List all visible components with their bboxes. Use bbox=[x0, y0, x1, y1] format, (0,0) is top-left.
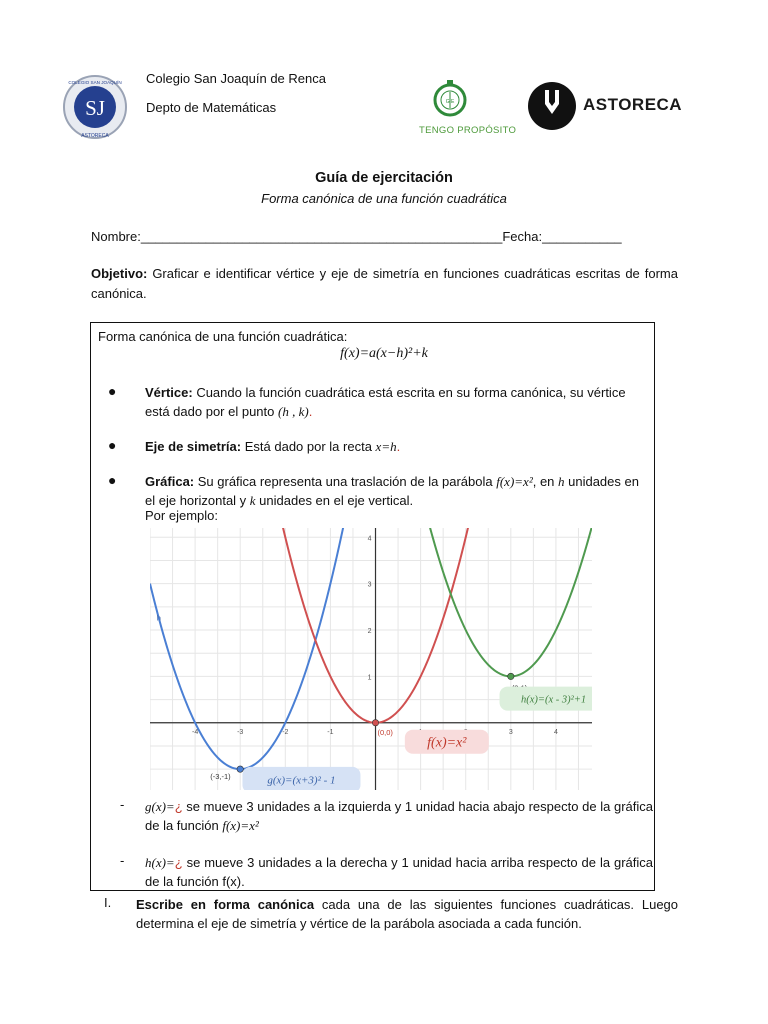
vertex-label: Vértice: bbox=[145, 385, 193, 400]
formula-label-g: g(x)=(x+3)² - 1 bbox=[267, 774, 336, 787]
school-seal-logo bbox=[62, 72, 128, 142]
y-tick-label: 2 bbox=[367, 628, 372, 636]
vertex-point-h bbox=[508, 673, 514, 679]
example-label: Por ejemplo: bbox=[145, 508, 218, 523]
vertex-end: . bbox=[308, 404, 313, 419]
formula-label-f: f(x)=x² bbox=[427, 735, 467, 751]
x-tick-label: -1 bbox=[327, 728, 334, 736]
astoreca-logo bbox=[528, 82, 576, 130]
bullet-dot: ● bbox=[108, 383, 117, 399]
page-title: Guía de ejercitación bbox=[315, 170, 453, 186]
seal-ring-bottom: ASTORECA bbox=[81, 133, 109, 139]
axis-label: Eje de simetría bbox=[145, 439, 237, 454]
exercise-instruction bbox=[136, 895, 678, 933]
x-tick-label: 4 bbox=[553, 728, 558, 736]
seal-initials: SJ bbox=[85, 96, 105, 120]
tengo-logo-letters: G E bbox=[445, 99, 455, 105]
exercise-label: Escribe en forma canónica bbox=[136, 897, 315, 912]
h-description bbox=[145, 853, 653, 891]
parabola-graph bbox=[150, 528, 592, 790]
y-tick-label: 3 bbox=[367, 581, 372, 589]
graph-label: Gráfica: bbox=[145, 474, 195, 489]
objective-paragraph bbox=[91, 264, 678, 304]
x-tick-label: -2 bbox=[282, 728, 289, 736]
objective-label: Objetivo: bbox=[91, 266, 148, 281]
axis-math: x=h bbox=[375, 439, 397, 454]
g-math: g(x)= bbox=[145, 799, 175, 814]
x-tick-label: -4 bbox=[191, 728, 199, 736]
g-math-2: f(x)=x² bbox=[222, 818, 259, 833]
g-description bbox=[145, 797, 653, 835]
exercise-number: I. bbox=[104, 895, 112, 910]
vertex-math: (h , k) bbox=[278, 404, 309, 419]
parabola-h bbox=[150, 528, 592, 676]
g-text: se mueve 3 unidades a la izquierda y 1 unidad hacia abajo respecto de la gráfica de la función bbox=[145, 799, 653, 833]
graph-text-1: Su gráfica representa una traslación de la parábola bbox=[194, 474, 497, 489]
x-tick-label: -3 bbox=[237, 728, 244, 736]
graph-text-2: , en bbox=[532, 474, 559, 489]
exercise-text: cada una de las siguientes funciones cuadráticas. Luego determina el eje de simetría y vértice de la parábola asociada a cada función. bbox=[136, 897, 679, 931]
formula-label-h: h(x)=(x - 3)²+1 bbox=[520, 694, 587, 706]
dash-marker: - bbox=[120, 853, 125, 868]
box-heading: Forma canónica de una función cuadrática: bbox=[98, 329, 348, 344]
y-tick-label: 1 bbox=[367, 674, 372, 682]
h-text: se mueve 3 unidades a la derecha y 1 unidad hacia arriba respecto de la gráfica de la función f(x). bbox=[145, 855, 653, 889]
graph-math-k: k bbox=[249, 493, 256, 508]
vertex-label-g: (-3,-1) bbox=[210, 772, 231, 782]
h-mark: ¿ bbox=[174, 855, 183, 870]
tengo-proposito-logo bbox=[432, 78, 468, 120]
school-name: Colegio San Joaquín de Renca bbox=[146, 71, 326, 86]
axis-end: . bbox=[396, 439, 401, 454]
vertex-item bbox=[145, 383, 645, 421]
vertex-point-g bbox=[237, 766, 243, 772]
graph-text-3: unidades en el eje horizontal y bbox=[145, 474, 639, 508]
graph-text-4: unidades en el eje vertical. bbox=[255, 493, 414, 508]
axis-colon: : bbox=[236, 439, 242, 454]
axis-text: Está dado por la recta bbox=[241, 439, 376, 454]
tengo-proposito-text: TENGO PROPÓSITO bbox=[419, 125, 517, 136]
parabola-g bbox=[150, 528, 592, 769]
h-math: h(x)= bbox=[145, 855, 175, 870]
name-date-line[interactable]: Nombre:__________________________________________________Fecha:___________ bbox=[91, 229, 622, 244]
canonical-formula: f(x)=a(x−h)²+k bbox=[340, 346, 428, 361]
x-tick-label: 3 bbox=[508, 728, 513, 736]
graph-item bbox=[145, 472, 645, 510]
bullet-dot: ● bbox=[108, 472, 117, 488]
vertex-point-f bbox=[372, 720, 378, 726]
vertex-label-f: (0,0) bbox=[377, 727, 393, 737]
curve-label-g: h bbox=[156, 613, 161, 623]
dash-marker: - bbox=[120, 797, 125, 812]
seal-ring-top: COLEGIO SAN JOAQUÍN bbox=[68, 80, 122, 85]
page-subtitle: Forma canónica de una función cuadrática bbox=[261, 191, 507, 206]
department-name: Depto de Matemáticas bbox=[146, 100, 277, 115]
graph-math-1: f(x)=x² bbox=[496, 474, 533, 489]
g-mark: ¿ bbox=[174, 799, 183, 814]
objective-text: Graficar e identificar vértice y eje de simetría en funciones cuadráticas escritas de forma canónica. bbox=[91, 266, 678, 301]
vertex-text: Cuando la función cuadrática está escrita en su forma canónica, su vértice está dado por el punto bbox=[145, 385, 626, 419]
axis-item bbox=[145, 437, 645, 456]
bullet-dot: ● bbox=[108, 437, 117, 453]
astoreca-text: ASTORECA bbox=[583, 95, 683, 114]
graph-math-h: h bbox=[558, 474, 565, 489]
y-tick-label: 4 bbox=[367, 535, 372, 543]
